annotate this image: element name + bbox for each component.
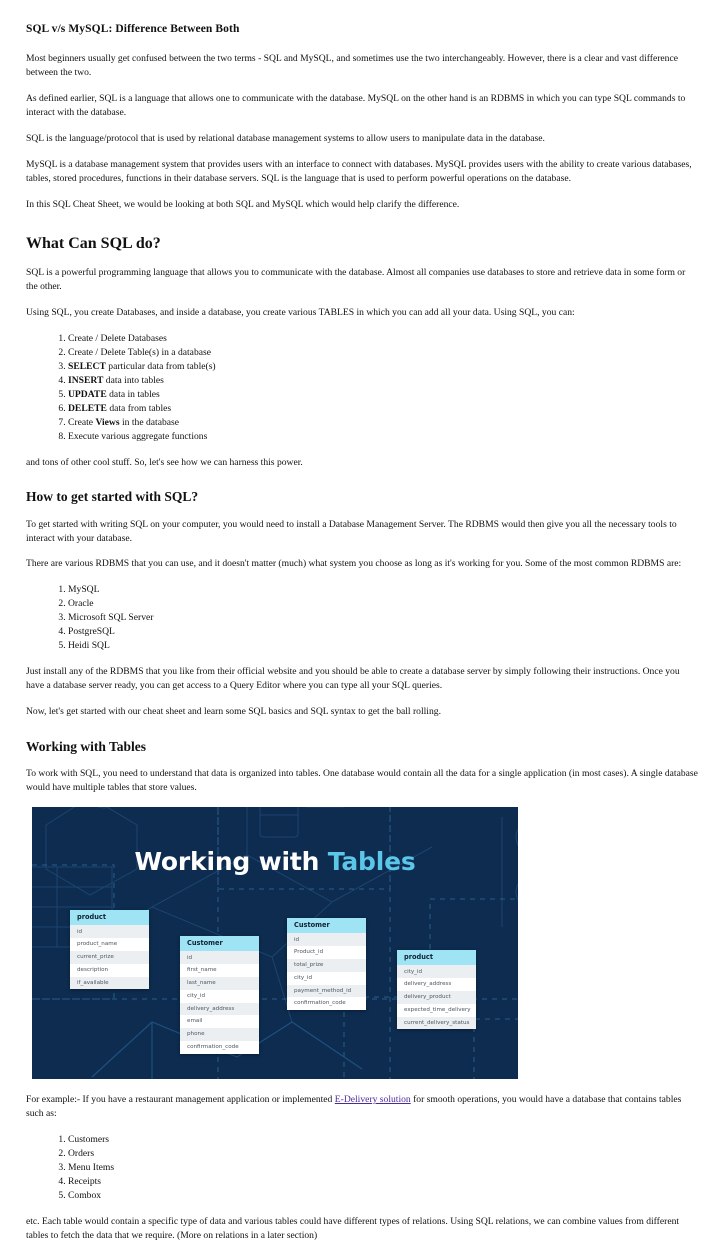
banner-table-card [70, 910, 149, 989]
get-started-paragraph-3: Just install any of the RDBMS that you like from their official website and you should be able to create a database server by simply following their instructions. Once you have a database server ready, you can get access to a Query Editor where you can type all your SQL queries. [26, 666, 680, 692]
table-row: total_prize [287, 959, 366, 972]
table-row: delivery_product [397, 991, 476, 1004]
sql-keyword: UPDATE [68, 388, 107, 400]
table-row: current_prize [70, 951, 149, 964]
list-item: 1. Create / Delete Databases [68, 332, 698, 346]
intro-paragraph-3: SQL is the language/protocol that is used by relational database management systems to allow users to manipulate data in the database. [26, 133, 545, 144]
intro-paragraph-1: Most beginners usually get confused between the two terms - SQL and MySQL, and sometimes use the two interchangeably. However, there is a clear and vast difference between the two. [26, 53, 678, 79]
sql-keyword: DELETE [68, 402, 107, 414]
banner-title-accent: Tables [327, 847, 416, 877]
sql-keyword: SELECT [68, 360, 106, 372]
table-row: city_id [287, 972, 366, 985]
table-row: phone [180, 1028, 259, 1041]
list-item: 3. SELECT particular data from table(s) [68, 360, 698, 374]
list-item: 5. Combox [68, 1189, 698, 1203]
list-item: 2. Orders [68, 1147, 698, 1161]
get-started-paragraph-4: Now, let's get started with our cheat sheet and learn some SQL basics and SQL syntax to get the ball rolling. [26, 706, 441, 718]
what-can-sql-do-paragraph-1: SQL is a powerful programming language that allows you to communicate with the database. Almost all companies use databases to store and retrieve data in some form or the other. [26, 266, 686, 292]
example-prefix-text: For example:- If you have a restaurant management application or implemented [26, 1094, 335, 1106]
banner-table-card [287, 918, 366, 1010]
example-suffix-text: for smooth operations, you would have a database that contains tables such as: [26, 1094, 682, 1119]
table-card-title: Customer [180, 936, 259, 951]
example-intro-paragraph [26, 1093, 698, 1121]
list-item: 4. Receipts [68, 1175, 698, 1189]
table-row: id [70, 925, 149, 938]
get-started-paragraph-2: There are various RDBMS that you can use, and it doesn't matter (much) what system you choose as long as it's working for you. Some of the most common RDBMS are: [26, 558, 682, 570]
banner-table-card [397, 950, 476, 1029]
list-item: 1. Customers [68, 1133, 698, 1147]
table-row: first_name [180, 964, 259, 977]
banner-title [32, 847, 518, 876]
working-with-tables-paragraph-1: To work with SQL, you need to understand that data is organized into tables. One database would contain all the data for a single application (in most cases). A single database would have multiple tables that store values. [26, 768, 698, 794]
table-row: email [180, 1015, 259, 1028]
intro-paragraph-5: In this SQL Cheat Sheet, we would be looking at both SQL and MySQL which would help clarify the difference. [26, 198, 460, 210]
table-row: last_name [180, 977, 259, 990]
what-can-sql-do-paragraph-2: Using SQL, you create Databases, and inside a database, you create various TABLES in which you can add all your data. Using SQL, you can: [26, 306, 575, 318]
list-item: 5. Heidi SQL [68, 639, 698, 653]
what-can-sql-do-closing: and tons of other cool stuff. So, let's see how we can harness this power. [26, 456, 303, 468]
table-row: delivery_address [397, 978, 476, 991]
list-item: 1. MySQL [68, 583, 698, 597]
get-started-paragraph-1: To get started with writing SQL on your computer, you would need to install a Database Management Server. The RDBMS would then give you all the necessary tools to interact with your database. [26, 518, 677, 544]
list-item: 8. Execute various aggregate functions [68, 430, 698, 444]
table-row: confirmation_code [287, 997, 366, 1010]
sql-capabilities-list [26, 332, 698, 444]
working-with-tables-banner [32, 807, 518, 1079]
list-item: 7. Create Views in the database [68, 416, 698, 430]
heading-what-can-sql-do: What Can SQL do? [26, 234, 161, 252]
table-row: confirmation_code [180, 1041, 259, 1054]
sql-keyword: Views [95, 416, 120, 428]
list-item: 5. UPDATE data in tables [68, 388, 698, 402]
table-card-title: product [70, 910, 149, 925]
table-row: id [180, 951, 259, 964]
table-row: expected_time_delivery [397, 1004, 476, 1017]
table-row: id [287, 933, 366, 946]
list-item: 2. Create / Delete Table(s) in a database [68, 346, 698, 360]
table-row: description [70, 964, 149, 977]
banner-title-main: Working with [134, 847, 328, 877]
table-row: product_name [70, 938, 149, 951]
table-row: Product_id [287, 946, 366, 959]
working-with-tables-closing: etc. Each table would contain a specific type of data and various tables could have different types of relations. Using SQL relations, we can combine values from different tables to fetch the data that we require. (More on relations in a later section) [26, 1215, 680, 1241]
list-item: 4. INSERT data into tables [68, 374, 698, 388]
table-card-title: product [397, 950, 476, 965]
table-row: delivery_address [180, 1003, 259, 1016]
table-row: payment_method_id [287, 985, 366, 998]
table-row: city_id [397, 965, 476, 978]
heading-working-with-tables: Working with Tables [26, 739, 147, 755]
table-card-title: Customer [287, 918, 366, 933]
table-row: current_delivery_status [397, 1017, 476, 1030]
heading-how-to-get-started: How to get started with SQL? [26, 489, 199, 505]
e-delivery-solution-link[interactable]: E-Delivery solution [334, 1094, 411, 1106]
intro-paragraph-2: As defined earlier, SQL is a language that allows one to communicate with the database. MySQL on the other hand is an RDBMS in which you can type SQL commands to interact with the database. [26, 93, 686, 119]
intro-paragraph-4: MySQL is a database management system that provides users with an interface to connect with databases. MySQL provides users with the ability to create various databases, tables, stored procedures, functions in their database servers. SQL is the language that is used to perform powerful operations on the database. [26, 158, 692, 184]
list-item: 2. Oracle [68, 597, 698, 611]
banner-table-card [180, 936, 259, 1054]
example-tables-list [26, 1133, 698, 1203]
list-item: 4. PostgreSQL [68, 625, 698, 639]
list-item: 3. Menu Items [68, 1161, 698, 1175]
page-title: SQL v/s MySQL: Difference Between Both [26, 23, 240, 35]
list-item: 3. Microsoft SQL Server [68, 611, 698, 625]
table-row: if_available [70, 977, 149, 990]
sql-keyword: INSERT [68, 374, 104, 386]
table-row: city_id [180, 990, 259, 1003]
list-item: 6. DELETE data from tables [68, 402, 698, 416]
rdbms-list [26, 583, 698, 653]
